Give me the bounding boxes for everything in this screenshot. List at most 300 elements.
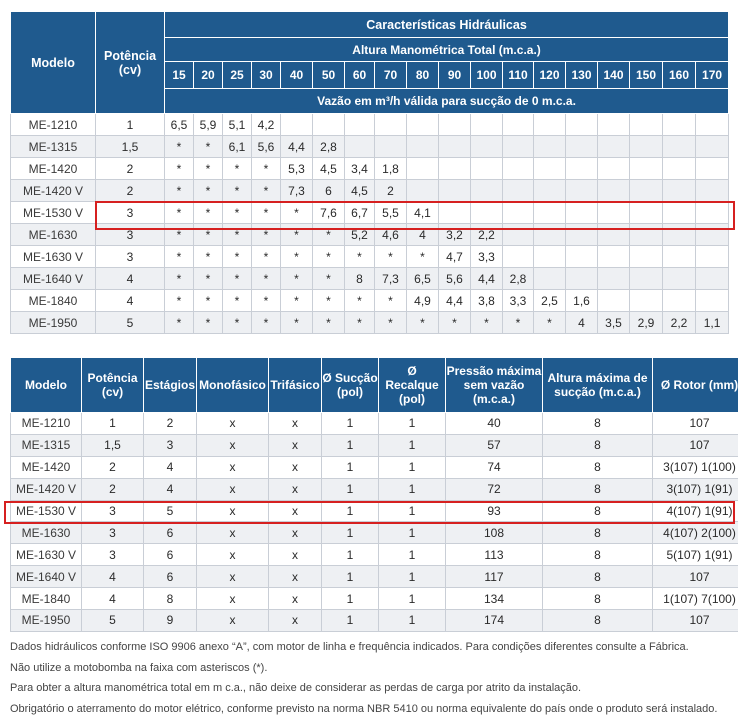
model-cell: ME-1420 xyxy=(11,158,96,180)
flow-value-cell xyxy=(598,290,630,312)
flow-value-cell xyxy=(566,224,598,246)
flow-value-cell xyxy=(566,114,598,136)
flow-value-cell: 5,6 xyxy=(439,268,471,290)
discharge-cell: 1 xyxy=(379,522,446,544)
flow-value-cell xyxy=(534,158,566,180)
model-cell: ME-1420 xyxy=(11,456,82,478)
head-value-header: 80 xyxy=(407,62,439,89)
spec-col-trifasico: Trifásico xyxy=(269,358,322,413)
flow-value-cell xyxy=(598,180,630,202)
flow-value-cell: 1,6 xyxy=(566,290,598,312)
flow-value-cell xyxy=(598,158,630,180)
monophase-cell: x xyxy=(197,566,269,588)
flow-value-cell: 5,2 xyxy=(345,224,375,246)
footnotes xyxy=(10,637,735,719)
flow-value-cell: * xyxy=(471,312,503,334)
spec-col-pressao: Pressão máxima sem vazão (m.c.a.) xyxy=(446,358,543,413)
model-cell: ME-1630 V xyxy=(11,544,82,566)
flow-value-cell xyxy=(471,114,503,136)
triphase-cell: x xyxy=(269,413,322,435)
stages-cell: 4 xyxy=(144,478,197,500)
head-value-header: 20 xyxy=(194,62,223,89)
rotor-cell: 4(107) 1(91) xyxy=(653,500,738,522)
flow-value-cell: 4 xyxy=(407,224,439,246)
flow-value-cell: * xyxy=(439,312,471,334)
table-row xyxy=(11,114,729,136)
model-cell: ME-1840 xyxy=(11,290,96,312)
flow-value-cell: * xyxy=(194,268,223,290)
flow-value-cell xyxy=(630,202,663,224)
flow-value-cell: 5,1 xyxy=(223,114,252,136)
rotor-cell: 107 xyxy=(653,566,738,588)
flow-value-cell: * xyxy=(223,290,252,312)
flow-value-cell: 6,5 xyxy=(165,114,194,136)
flow-value-cell xyxy=(439,202,471,224)
model-cell: ME-1210 xyxy=(11,413,82,435)
model-cell: ME-1315 xyxy=(11,434,82,456)
spec-col-estagios: Estágios xyxy=(144,358,197,413)
flow-value-cell xyxy=(663,246,696,268)
head-value-header: 160 xyxy=(663,62,696,89)
flow-value-cell: * xyxy=(281,312,313,334)
discharge-cell: 1 xyxy=(379,434,446,456)
table-row xyxy=(11,544,738,566)
flow-value-cell: 2,2 xyxy=(663,312,696,334)
flow-value-cell xyxy=(375,114,407,136)
model-cell: ME-1315 xyxy=(11,136,96,158)
model-cell: ME-1950 xyxy=(11,312,96,334)
flow-value-cell: 3,5 xyxy=(598,312,630,334)
spec-col-rotor: Ø Rotor (mm) xyxy=(653,358,738,413)
flow-value-cell xyxy=(407,136,439,158)
flow-value-cell xyxy=(503,180,534,202)
flow-value-cell: * xyxy=(252,158,281,180)
flow-value-cell: * xyxy=(194,180,223,202)
model-cell: ME-1630 xyxy=(11,224,96,246)
triphase-cell: x xyxy=(269,566,322,588)
specifications-table xyxy=(10,357,738,632)
flow-value-cell: * xyxy=(281,246,313,268)
power-cell: 2 xyxy=(82,478,144,500)
flow-value-cell: * xyxy=(223,202,252,224)
table-row xyxy=(11,268,729,290)
flow-value-cell: 3,3 xyxy=(471,246,503,268)
flow-value-cell xyxy=(630,180,663,202)
stages-cell: 6 xyxy=(144,522,197,544)
flow-value-cell: 2,2 xyxy=(471,224,503,246)
suction-cell: 1 xyxy=(322,588,379,610)
flow-value-cell xyxy=(598,114,630,136)
power-cell: 5 xyxy=(96,312,165,334)
flow-value-cell: 2,5 xyxy=(534,290,566,312)
power-cell: 2 xyxy=(82,456,144,478)
monophase-cell: x xyxy=(197,610,269,632)
flow-value-cell: * xyxy=(313,268,345,290)
col-altura-manometrica: Altura Manométrica Total (m.c.a.) xyxy=(165,38,729,62)
flow-value-cell xyxy=(630,158,663,180)
flow-value-cell: * xyxy=(223,224,252,246)
flow-value-cell xyxy=(696,114,729,136)
flow-value-cell xyxy=(534,180,566,202)
flow-value-cell: 7,3 xyxy=(281,180,313,202)
flow-value-cell: * xyxy=(313,290,345,312)
flow-value-cell xyxy=(375,136,407,158)
flow-value-cell: * xyxy=(223,158,252,180)
discharge-cell: 1 xyxy=(379,413,446,435)
head-value-header: 15 xyxy=(165,62,194,89)
flow-value-cell: 5,6 xyxy=(252,136,281,158)
flow-value-cell xyxy=(534,246,566,268)
triphase-cell: x xyxy=(269,610,322,632)
head-value-header: 140 xyxy=(598,62,630,89)
stages-cell: 2 xyxy=(144,413,197,435)
flow-value-cell xyxy=(663,290,696,312)
table-row xyxy=(11,180,729,202)
triphase-cell: x xyxy=(269,434,322,456)
suction-height-cell: 8 xyxy=(543,522,653,544)
flow-value-cell: * xyxy=(165,136,194,158)
suction-cell: 1 xyxy=(322,456,379,478)
head-value-header: 30 xyxy=(252,62,281,89)
flow-value-cell xyxy=(534,268,566,290)
discharge-cell: 1 xyxy=(379,610,446,632)
flow-value-cell: 2,8 xyxy=(313,136,345,158)
flow-value-cell: * xyxy=(194,312,223,334)
flow-value-cell xyxy=(663,136,696,158)
flow-value-cell xyxy=(598,136,630,158)
model-cell: ME-1630 V xyxy=(11,246,96,268)
footnote: Não utilize a motobomba na faixa com asteriscos (*). xyxy=(10,661,268,674)
flow-value-cell xyxy=(503,136,534,158)
triphase-cell: x xyxy=(269,544,322,566)
flow-value-cell: 3,8 xyxy=(471,290,503,312)
flow-value-cell xyxy=(407,180,439,202)
table-row xyxy=(11,413,738,435)
flow-value-cell xyxy=(471,158,503,180)
flow-value-cell xyxy=(503,158,534,180)
flow-value-cell: * xyxy=(194,136,223,158)
flow-value-cell: * xyxy=(252,290,281,312)
flow-value-cell xyxy=(503,246,534,268)
flow-value-cell xyxy=(566,136,598,158)
flow-value-cell: * xyxy=(345,246,375,268)
flow-value-cell: 5,5 xyxy=(375,202,407,224)
flow-value-cell xyxy=(598,202,630,224)
power-cell: 2 xyxy=(96,180,165,202)
flow-value-cell xyxy=(471,180,503,202)
pressure-cell: 57 xyxy=(446,434,543,456)
flow-value-cell xyxy=(345,114,375,136)
pressure-cell: 174 xyxy=(446,610,543,632)
suction-height-cell: 8 xyxy=(543,478,653,500)
head-value-header: 50 xyxy=(313,62,345,89)
pressure-cell: 117 xyxy=(446,566,543,588)
flow-value-cell: * xyxy=(194,246,223,268)
flow-value-cell xyxy=(696,202,729,224)
footnote: Dados hidráulicos conforme ISO 9906 anexo “A”, com motor de linha e frequência indicados. Para condições diferentes consulte a Fábrica. xyxy=(10,641,689,653)
suction-height-cell: 8 xyxy=(543,500,653,522)
flow-value-cell xyxy=(630,290,663,312)
flow-value-cell: * xyxy=(345,312,375,334)
head-value-header: 110 xyxy=(503,62,534,89)
flow-value-cell xyxy=(407,158,439,180)
flow-value-cell: * xyxy=(345,290,375,312)
flow-value-cell: * xyxy=(252,246,281,268)
table-row xyxy=(11,312,729,334)
spec-col-recalque: Ø Recalque (pol) xyxy=(379,358,446,413)
col-vazao: Vazão em m³/h válida para sucção de 0 m.c.a. xyxy=(165,89,729,114)
table-row xyxy=(11,290,729,312)
flow-value-cell xyxy=(630,136,663,158)
flow-value-cell: 1,8 xyxy=(375,158,407,180)
flow-value-cell: * xyxy=(407,246,439,268)
rotor-cell: 107 xyxy=(653,413,738,435)
flow-value-cell xyxy=(313,114,345,136)
flow-value-cell: 5,9 xyxy=(194,114,223,136)
flow-value-cell: * xyxy=(165,202,194,224)
flow-value-cell: * xyxy=(165,224,194,246)
spec-col-altura-succao: Altura máxima de sucção (m.c.a.) xyxy=(543,358,653,413)
footnote: Para obter a altura manométrica total em m c.a., não deixe de considerar as perdas de carga por atrito da instalação. xyxy=(10,682,582,694)
power-cell: 1,5 xyxy=(96,136,165,158)
model-cell: ME-1530 V xyxy=(11,202,96,224)
pressure-cell: 74 xyxy=(446,456,543,478)
flow-value-cell: * xyxy=(534,312,566,334)
discharge-cell: 1 xyxy=(379,588,446,610)
table-row xyxy=(11,158,729,180)
flow-value-cell: * xyxy=(165,158,194,180)
table-row xyxy=(11,246,729,268)
discharge-cell: 1 xyxy=(379,456,446,478)
flow-value-cell xyxy=(663,268,696,290)
suction-height-cell: 8 xyxy=(543,434,653,456)
flow-value-cell xyxy=(696,136,729,158)
flow-value-cell: * xyxy=(165,180,194,202)
table-row xyxy=(11,136,729,158)
head-value-header: 150 xyxy=(630,62,663,89)
head-value-header: 100 xyxy=(471,62,503,89)
power-cell: 4 xyxy=(82,566,144,588)
pressure-cell: 108 xyxy=(446,522,543,544)
flow-value-cell xyxy=(534,136,566,158)
model-cell: ME-1950 xyxy=(11,610,82,632)
monophase-cell: x xyxy=(197,478,269,500)
flow-value-cell: 4,7 xyxy=(439,246,471,268)
stages-cell: 5 xyxy=(144,500,197,522)
flow-value-cell: * xyxy=(313,224,345,246)
flow-value-cell: * xyxy=(194,290,223,312)
flow-value-cell xyxy=(503,202,534,224)
flow-value-cell: * xyxy=(194,202,223,224)
power-cell: 4 xyxy=(82,588,144,610)
stages-cell: 6 xyxy=(144,544,197,566)
table-row xyxy=(11,522,738,544)
table-row xyxy=(11,434,738,456)
col-caracteristicas: Características Hidráulicas xyxy=(165,12,729,38)
power-cell: 3 xyxy=(96,202,165,224)
pressure-cell: 134 xyxy=(446,588,543,610)
flow-value-cell: * xyxy=(503,312,534,334)
triphase-cell: x xyxy=(269,522,322,544)
suction-cell: 1 xyxy=(322,566,379,588)
flow-value-cell: 8 xyxy=(345,268,375,290)
flow-value-cell: 7,3 xyxy=(375,268,407,290)
flow-value-cell: * xyxy=(252,202,281,224)
hydraulic-characteristics-table xyxy=(10,11,729,334)
head-value-header: 90 xyxy=(439,62,471,89)
pressure-cell: 113 xyxy=(446,544,543,566)
rotor-cell: 107 xyxy=(653,434,738,456)
flow-value-cell xyxy=(439,114,471,136)
model-cell: ME-1640 V xyxy=(11,566,82,588)
head-value-header: 170 xyxy=(696,62,729,89)
flow-value-cell xyxy=(663,180,696,202)
flow-value-cell: 2 xyxy=(375,180,407,202)
flow-value-cell xyxy=(630,114,663,136)
flow-value-cell: 6,1 xyxy=(223,136,252,158)
stages-cell: 9 xyxy=(144,610,197,632)
flow-value-cell: * xyxy=(252,180,281,202)
spec-col-modelo: Modelo xyxy=(11,358,82,413)
triphase-cell: x xyxy=(269,478,322,500)
flow-value-cell xyxy=(696,180,729,202)
monophase-cell: x xyxy=(197,588,269,610)
table-row xyxy=(11,610,738,632)
flow-value-cell: * xyxy=(165,268,194,290)
flow-value-cell xyxy=(534,114,566,136)
stages-cell: 4 xyxy=(144,456,197,478)
spec-col-succao: Ø Sucção (pol) xyxy=(322,358,379,413)
col-potencia xyxy=(96,12,165,114)
flow-value-cell xyxy=(696,224,729,246)
table-row xyxy=(11,224,729,246)
triphase-cell: x xyxy=(269,588,322,610)
power-cell: 1,5 xyxy=(82,434,144,456)
flow-value-cell xyxy=(663,114,696,136)
flow-value-cell xyxy=(566,202,598,224)
suction-cell: 1 xyxy=(322,500,379,522)
flow-value-cell xyxy=(566,246,598,268)
flow-value-cell: 5,3 xyxy=(281,158,313,180)
head-value-header: 120 xyxy=(534,62,566,89)
suction-cell: 1 xyxy=(322,413,379,435)
monophase-cell: x xyxy=(197,434,269,456)
flow-value-cell xyxy=(471,202,503,224)
flow-value-cell: 4 xyxy=(566,312,598,334)
col-modelo: Modelo xyxy=(11,12,96,114)
suction-cell: 1 xyxy=(322,434,379,456)
flow-value-cell xyxy=(696,290,729,312)
flow-value-cell xyxy=(566,180,598,202)
flow-value-cell: * xyxy=(252,312,281,334)
flow-value-cell xyxy=(696,268,729,290)
flow-value-cell xyxy=(407,114,439,136)
triphase-cell: x xyxy=(269,456,322,478)
head-value-header: 40 xyxy=(281,62,313,89)
flow-value-cell xyxy=(663,224,696,246)
spec-col-monofasico: Monofásico xyxy=(197,358,269,413)
model-cell: ME-1530 V xyxy=(11,500,82,522)
flow-value-cell xyxy=(696,158,729,180)
rotor-cell: 3(107) 1(91) xyxy=(653,478,738,500)
stages-cell: 6 xyxy=(144,566,197,588)
table-row xyxy=(11,456,738,478)
model-cell: ME-1840 xyxy=(11,588,82,610)
flow-value-cell: * xyxy=(407,312,439,334)
table-row xyxy=(11,500,738,522)
flow-value-cell: 4,9 xyxy=(407,290,439,312)
flow-value-cell: * xyxy=(223,180,252,202)
flow-value-cell: * xyxy=(165,290,194,312)
flow-value-cell: 4,5 xyxy=(313,158,345,180)
flow-value-cell: 6,5 xyxy=(407,268,439,290)
flow-value-cell: 6 xyxy=(313,180,345,202)
stages-cell: 8 xyxy=(144,588,197,610)
col-potencia-label: Potência (cv) xyxy=(104,48,157,77)
power-cell: 3 xyxy=(82,522,144,544)
flow-value-cell: * xyxy=(313,312,345,334)
monophase-cell: x xyxy=(197,456,269,478)
flow-value-cell xyxy=(696,246,729,268)
flow-value-cell xyxy=(503,224,534,246)
flow-value-cell xyxy=(598,246,630,268)
flow-value-cell: 6,7 xyxy=(345,202,375,224)
suction-height-cell: 8 xyxy=(543,413,653,435)
head-value-header: 25 xyxy=(223,62,252,89)
suction-height-cell: 8 xyxy=(543,610,653,632)
flow-value-cell: * xyxy=(281,202,313,224)
flow-value-cell xyxy=(439,136,471,158)
flow-value-cell: 4,1 xyxy=(407,202,439,224)
flow-value-cell xyxy=(503,114,534,136)
flow-value-cell xyxy=(471,136,503,158)
rotor-cell: 4(107) 2(100) xyxy=(653,522,738,544)
discharge-cell: 1 xyxy=(379,544,446,566)
monophase-cell: x xyxy=(197,413,269,435)
power-cell: 3 xyxy=(82,544,144,566)
flow-value-cell: * xyxy=(375,246,407,268)
flow-value-cell: * xyxy=(194,224,223,246)
flow-value-cell: * xyxy=(375,290,407,312)
rotor-cell: 5(107) 1(91) xyxy=(653,544,738,566)
power-cell: 2 xyxy=(96,158,165,180)
flow-value-cell: * xyxy=(223,246,252,268)
flow-value-cell xyxy=(566,158,598,180)
flow-value-cell: * xyxy=(252,268,281,290)
discharge-cell: 1 xyxy=(379,478,446,500)
flow-value-cell: * xyxy=(281,268,313,290)
flow-value-cell: 2,9 xyxy=(630,312,663,334)
flow-value-cell: * xyxy=(281,290,313,312)
power-cell: 5 xyxy=(82,610,144,632)
monophase-cell: x xyxy=(197,500,269,522)
pressure-cell: 72 xyxy=(446,478,543,500)
flow-value-cell: * xyxy=(252,224,281,246)
head-value-header: 60 xyxy=(345,62,375,89)
suction-cell: 1 xyxy=(322,610,379,632)
suction-cell: 1 xyxy=(322,478,379,500)
table-row xyxy=(11,566,738,588)
suction-height-cell: 8 xyxy=(543,544,653,566)
table-row xyxy=(11,202,729,224)
discharge-cell: 1 xyxy=(379,566,446,588)
flow-value-cell xyxy=(663,202,696,224)
power-cell: 4 xyxy=(96,290,165,312)
flow-value-cell xyxy=(630,268,663,290)
flow-value-cell: * xyxy=(223,312,252,334)
flow-value-cell: 2,8 xyxy=(503,268,534,290)
flow-value-cell: 4,4 xyxy=(281,136,313,158)
